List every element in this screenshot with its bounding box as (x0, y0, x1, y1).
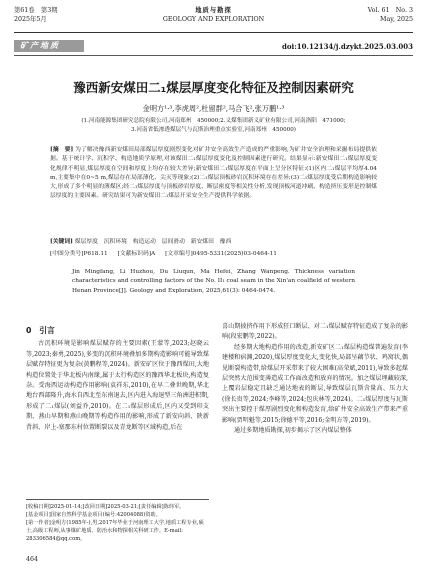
journal-name-en: GEOLOGY AND EXPLORATION (162, 16, 265, 23)
header-center (14, 6, 413, 24)
column-name: 矿产地质 (20, 41, 60, 50)
abstract (50, 146, 377, 202)
keywords-label: [关键词] (50, 239, 73, 245)
author-list: 金明方¹·³,李虎周²,杜留群²,马合飞²,张万鹏¹·³ (142, 104, 285, 113)
body-paragraph: 经多期大地构造作用的改造,新安矿区二₁煤层构造煤普遍发育(李建楼和宿渊,2020),煤层厚度变化大,变化快,局部呈藕节状、鸡窝状,偶见断裂构造带,给煤层开采带来了较大困难(高荣斌,2011),导致多起煤层突然大范围变薄造成工作面改造和放弃的情况。加之煤层埋藏较深,上覆岩层稳定且缺乏通达地表的断层,导致煤层瓦斯含量高、压力大(徐长贵等,2024;李峰等,2024;包庆林等,2024)。二₁煤层厚度与瓦斯突出主要控于煤厚剧烈变化和构造发育,给矿井安全高效生产带来严重影响(贾明魁等,2015;徐德平等,2016;金明方等,2019)。 (222, 343, 409, 424)
right-column (222, 322, 408, 436)
header-right (368, 6, 413, 24)
keywords (50, 238, 377, 247)
abstract-text: 为了解决豫西新安煤田局部煤层厚度剧烈变化对矿井安全高效生产造成的严重影响,为矿井安全治理和采掘布局提供依据。基于统计学、沉积学、构造地质学原理,对该煤田二₁煤层厚度变化及控制因素进行研究。结果显示:新安煤田二₁煤层厚度变化规律不明显,煤层厚度在空间和厚度上均存在较大差异;新安煤田二₁煤层厚度在平面上呈分区特征:(1)区内二₁煤层平均厚4.04 m,主要集中在0~5 m,煤层存在局部薄化、尖灭等现象;(2)二₁煤层顶板砂岩沉积环境存在差异;(3)二₁煤层厚度受后期构造影响较大,形成了多个明显的薄煤区;经二₁煤层厚度与顶板砂岩厚度、断层密度等相关性分析,发现顶板河道冲刷、构造挤压变形是控制煤层厚度的主要因素。研究结果可为新安煤田二₁煤层开采安全生产提供科学依据。 (50, 147, 377, 200)
body-paragraph: 古沉积环境是影响煤层赋存的主要因素(王蒙等,2023;赵晓云等,2023;秦勇,2025),多变的沉积环境叠加多期构造影响可能导致煤层赋存特征更为复杂(黄鹏程等,2024)。新安矿区位于豫西煤田,大地构造位置处于华北板内南缘,属于太行构造区的豫西华北板块,构造复杂。受海西运动构造作用影响(袁祥东,2010),在早二叠世晚期,华北地台西部隆升,海水自西北至东南退去,区内进入海退型三角洲进积期,形成了二₁煤层(刘益乔,2010)。在二₁煤层形成后,区内又受到印支期、燕山早期和燕山晚期等构造作用的影响,形成了新安向斜、陕新背斜、岸上-塞那东村位置断裂以及青龙断等区域构造,后在 (26, 340, 209, 431)
footnote-author: [第一作者]金明方(1985年-),男,2017年毕业于河南理工大学,地质工程专业,硕士,高级工程师,从事煤矿地质、防治水和物探相关科研工作。E-mail: 283306584@qq.com。 (26, 520, 204, 542)
doi: doi:10.12134/j.dzykt.2025.03.003 (281, 42, 413, 51)
affiliation-line-2: 3.河南省低渗透煤层气与瓦斯治理重点实验室,河南郑州 450000) (131, 127, 296, 133)
article-title: 豫西新安煤田二₁煤层厚度变化特征及控制因素研究 (73, 80, 354, 95)
doi-divider (14, 55, 413, 56)
article-number: [文章编号]0495-5331(2025)03-0464-11 (165, 251, 277, 257)
body-paragraph: 喜山期披挤作用下形成狂口断层、对二₁煤层赋存特征造成了复杂的影响(段宏鹏等,2022)。 (222, 323, 408, 341)
date-cn: 2025年5月 (14, 16, 47, 23)
keywords-text: 煤层厚度 沉积环境 构造运动 层间滑动 新安煤田 豫西 (74, 239, 232, 245)
clc-number: [中图分类号]P618.11 (50, 251, 108, 257)
volume-issue-en: Vol. 61 No. 3 (367, 7, 413, 14)
column-banner (14, 40, 84, 52)
document-code: [文献标识码]A (117, 251, 156, 257)
running-header (14, 6, 413, 34)
header-divider (14, 32, 413, 33)
english-citation: Jin Mingfang, Li Huzhou, Du Liuqun, Ma Hefei, Zhang Wanpeng. Thickness variation characteristics and controlling factors of the No. II₁ coal seam in the Xin'an coalfield of western Henan Province[J]. Geology and Exploration, 2025,61(3): 0464-0474. (72, 269, 355, 294)
left-column (26, 326, 209, 433)
affiliation-line-1: (1.河南能源集团研究总院有限公司,河南郑州 450000;2.义煤集团新义矿业有限公司,河南洛阳 471000; (81, 118, 346, 124)
classification-line (50, 250, 377, 259)
page-number: 464 (26, 556, 39, 563)
journal-name-cn: 地质与勘探 (195, 7, 232, 14)
body-paragraph: 通过多期地质勘探,初步揭示了区内煤层整体 (234, 427, 352, 435)
section-heading: 0 引言 (26, 326, 55, 335)
footnote-dates: [收稿日期]2025-01-14;[改回日期]2025-03-21;[责任编辑]陈炜军。 (26, 504, 185, 510)
abstract-label: [摘 要] (50, 147, 74, 153)
footnote (26, 499, 209, 543)
date-en: May, 2025 (380, 16, 413, 23)
footnote-funding: [基金项目]国家自然科学基金项目(编号:42004088)资助。 (26, 512, 161, 518)
volume-issue-cn: 第61卷 第3期 (14, 7, 58, 14)
